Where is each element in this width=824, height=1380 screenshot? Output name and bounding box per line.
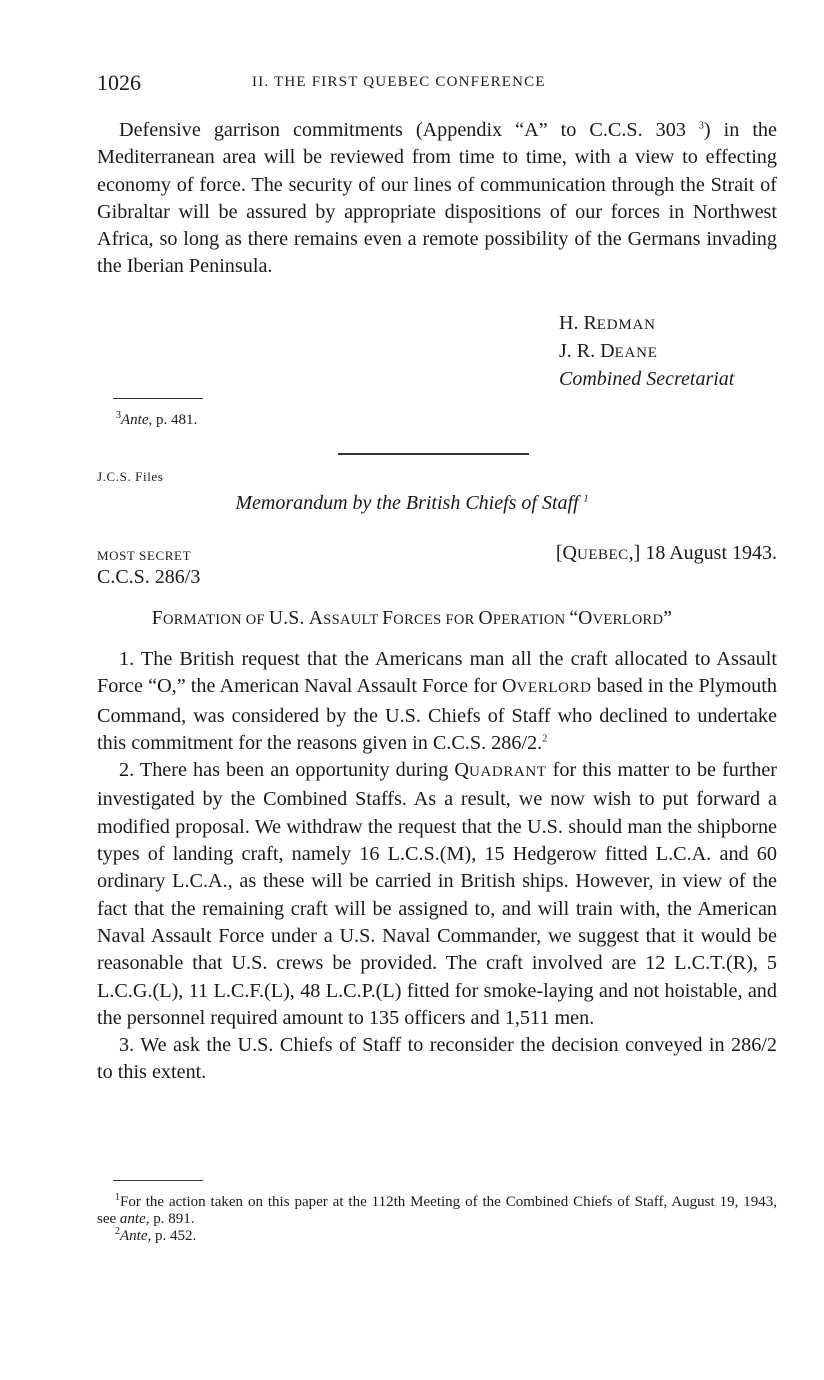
- footnote-ref-1: 1: [583, 493, 589, 505]
- document-number: C.C.S. 286/3: [97, 566, 201, 588]
- section-divider: [338, 453, 529, 455]
- footnote-1: $^1$For the action taken on this paper at the 112th Meeting of the Combined Chiefs of Staff, August 19, 1943, see ante, p. 891.: [97, 1192, 777, 1227]
- paragraph-3: 3. We ask the U.S. Chiefs of Staff to reconsider the decision conveyed in 286/2 to this extent.: [97, 1034, 777, 1084]
- classification-label: MOST SECRET: [97, 548, 192, 563]
- footnote-divider-top: [113, 398, 203, 399]
- paragraph-1: 1. The British request that the Americans man all the craft allocated to Assault Force “O,” the American Naval Assault Force for OVERLORD based in the Plymouth Command, was considered by the U.S. Chiefs of Staff who declined to undertake this commitment for the reasons given in C.C.S. 286/2.$^2$: [97, 648, 777, 754]
- footnote-ref-3: 3: [698, 120, 704, 132]
- footnote-2: $^2$Ante, p. 452.: [115, 1226, 197, 1244]
- page-header: [97, 70, 777, 100]
- footnotes: [97, 1194, 777, 1245]
- section-title: FORMATION OF U.S. ASSAULT FORCES FOR OPERATION “OVERLORD”: [151, 608, 673, 629]
- signature-block: [559, 310, 734, 392]
- dateline: [QUEBEC,] 18 August 1943.: [555, 542, 777, 564]
- running-head: II. THE FIRST QUEBEC CONFERENCE: [252, 74, 546, 90]
- memo-body: [97, 646, 777, 1087]
- file-reference: J.C.S. Files: [97, 469, 164, 484]
- memo-title: Memorandum by the British Chiefs of Staff $^1$: [235, 492, 589, 514]
- signature-redman: H. REDMAN: [559, 312, 656, 334]
- page-number: 1026: [97, 70, 141, 95]
- footnote-divider-bottom: [113, 1180, 203, 1181]
- signature-title: Combined Secretariat: [559, 368, 735, 390]
- footnote-ref-2: 2: [542, 733, 548, 745]
- footnote-3: $^3$Ante, p. 481.: [116, 410, 198, 428]
- signature-deane: J. R. DEANE: [559, 340, 658, 362]
- paragraph-2: 2. There has been an opportunity during QUADRANT for this matter to be further investigated by the Combined Staffs. As a result, we now wish to put forward a modified proposal. We withdraw the request that the U.S. should man the shipborne types of landing craft, namely 16 L.C.S.(M), 15 Hedgerow fitted L.C.A. and 60 ordinary L.C.A., as these will be carried in British ships. However, in view of the fact that the remaining craft will be assigned to, and will train with, the American Naval Assault Force under a U.S. Naval Commander, we suggest that it would be reasonable that U.S. crews be provided. The craft involved are 12 L.C.T.(R), 5 L.C.G.(L), 11 L.C.F.(L), 48 L.C.P.(L) fitted for smoke-laying and not hoistable, and the personnel required amount to 135 officers and 1,511 men.: [97, 759, 778, 1029]
- intro-paragraph: Defensive garrison commitments (Appendix “A” to C.C.S. 303 $^3$) in the Mediterranean area will be reviewed from time to time, with a view to effecting economy of force. The security of our lines of communication through the Strait of Gibraltar will be assured by appropriate dispositions of our forces in Northwest Africa, so long as there remains even a remote possibility of the Germans invading the Iberian Peninsula.: [97, 119, 777, 278]
